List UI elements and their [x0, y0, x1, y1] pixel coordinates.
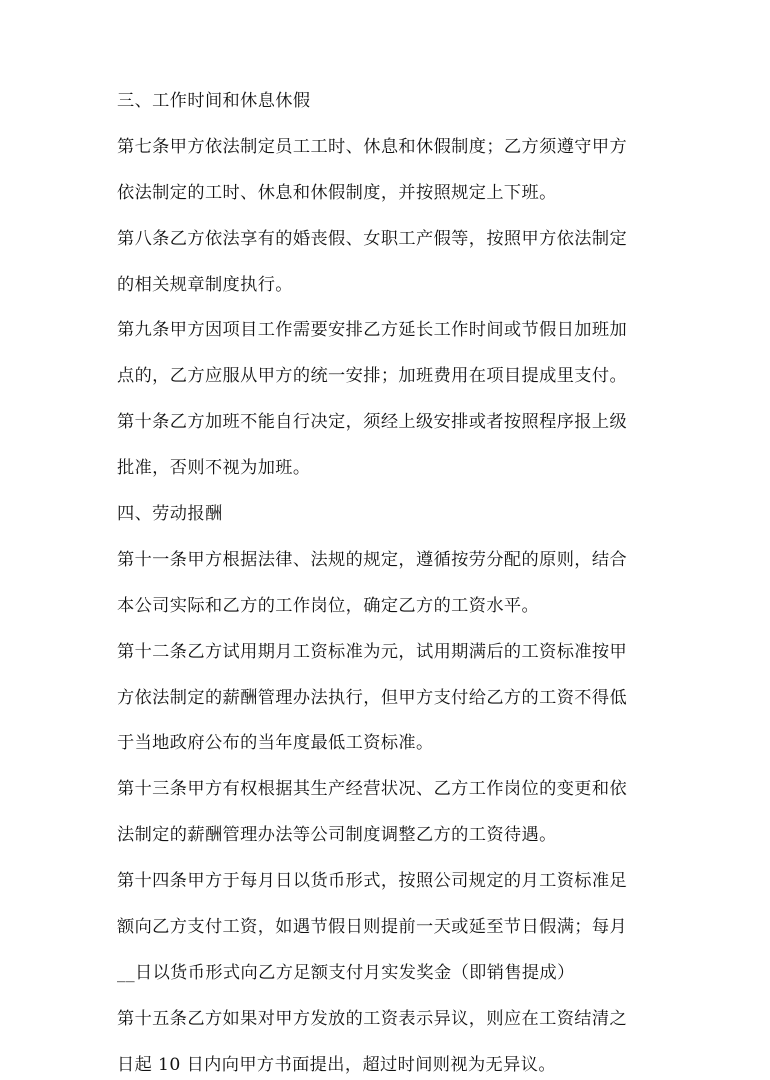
article-14-line-3: __日以货币形式向乙方足额支付月实发奖金（即销售提成） [117, 962, 575, 983]
article-15-line-1: 第十五条乙方如果对甲方发放的工资表示异议，则应在工资结清之 [117, 1008, 628, 1029]
article-12-line-2: 方依法制定的薪酬管理办法执行，但甲方支付给乙方的工资不得低 [117, 687, 628, 708]
article-13-line-1: 第十三条甲方有权根据其生产经营状况、乙方工作岗位的变更和依 [117, 779, 628, 800]
article-11-line-1: 第十一条甲方根据法律、法规的规定，遵循按劳分配的原则，结合 [117, 549, 628, 570]
article-15-line-2: 日起 10 日内向甲方书面提出，超过时间则视为无异议。 [117, 1054, 556, 1075]
article-14-line-2: 额向乙方支付工资，如遇节假日则提前一天或延至节日假满；每月 [117, 917, 628, 938]
article-12-line-1: 第十二条乙方试用期月工资标准为元，试用期满后的工资标准按甲 [117, 641, 628, 662]
document-body [117, 86, 647, 1080]
article-8-line-1: 第八条乙方依法享有的婚丧假、女职工产假等，按照甲方依法制定 [117, 228, 628, 249]
article-7-line-1: 第七条甲方依法制定员工工时、休息和休假制度；乙方须遵守甲方 [117, 136, 628, 157]
article-14-line-1: 第十四条甲方于每月日以货币形式，按照公司规定的月工资标准足 [117, 871, 628, 892]
article-11-line-2: 本公司实际和乙方的工作岗位，确定乙方的工资水平。 [117, 595, 540, 616]
section-heading-remuneration: 四、劳动报酬 [117, 504, 223, 525]
section-heading-work-hours: 三、工作时间和休息休假 [117, 91, 311, 111]
article-9-line-2: 点的，乙方应服从甲方的统一安排；加班费用在项目提成里支付。 [117, 366, 628, 387]
article-12-line-3: 于当地政府公布的当年度最低工资标准。 [117, 733, 434, 754]
article-7-line-2: 依法制定的工时、休息和休假制度，并按照规定上下班。 [117, 182, 557, 203]
article-9-line-1: 第九条甲方因项目工作需要安排乙方延长工作时间或节假日加班加 [117, 320, 628, 341]
article-10-line-1: 第十条乙方加班不能自行决定，须经上级安排或者按照程序报上级 [117, 412, 628, 433]
article-13-line-2: 法制定的薪酬管理办法等公司制度调整乙方的工资待遇。 [117, 825, 557, 846]
article-8-line-2: 的相关规章制度执行。 [117, 274, 293, 295]
article-10-line-2: 批准，否则不视为加班。 [117, 458, 311, 479]
